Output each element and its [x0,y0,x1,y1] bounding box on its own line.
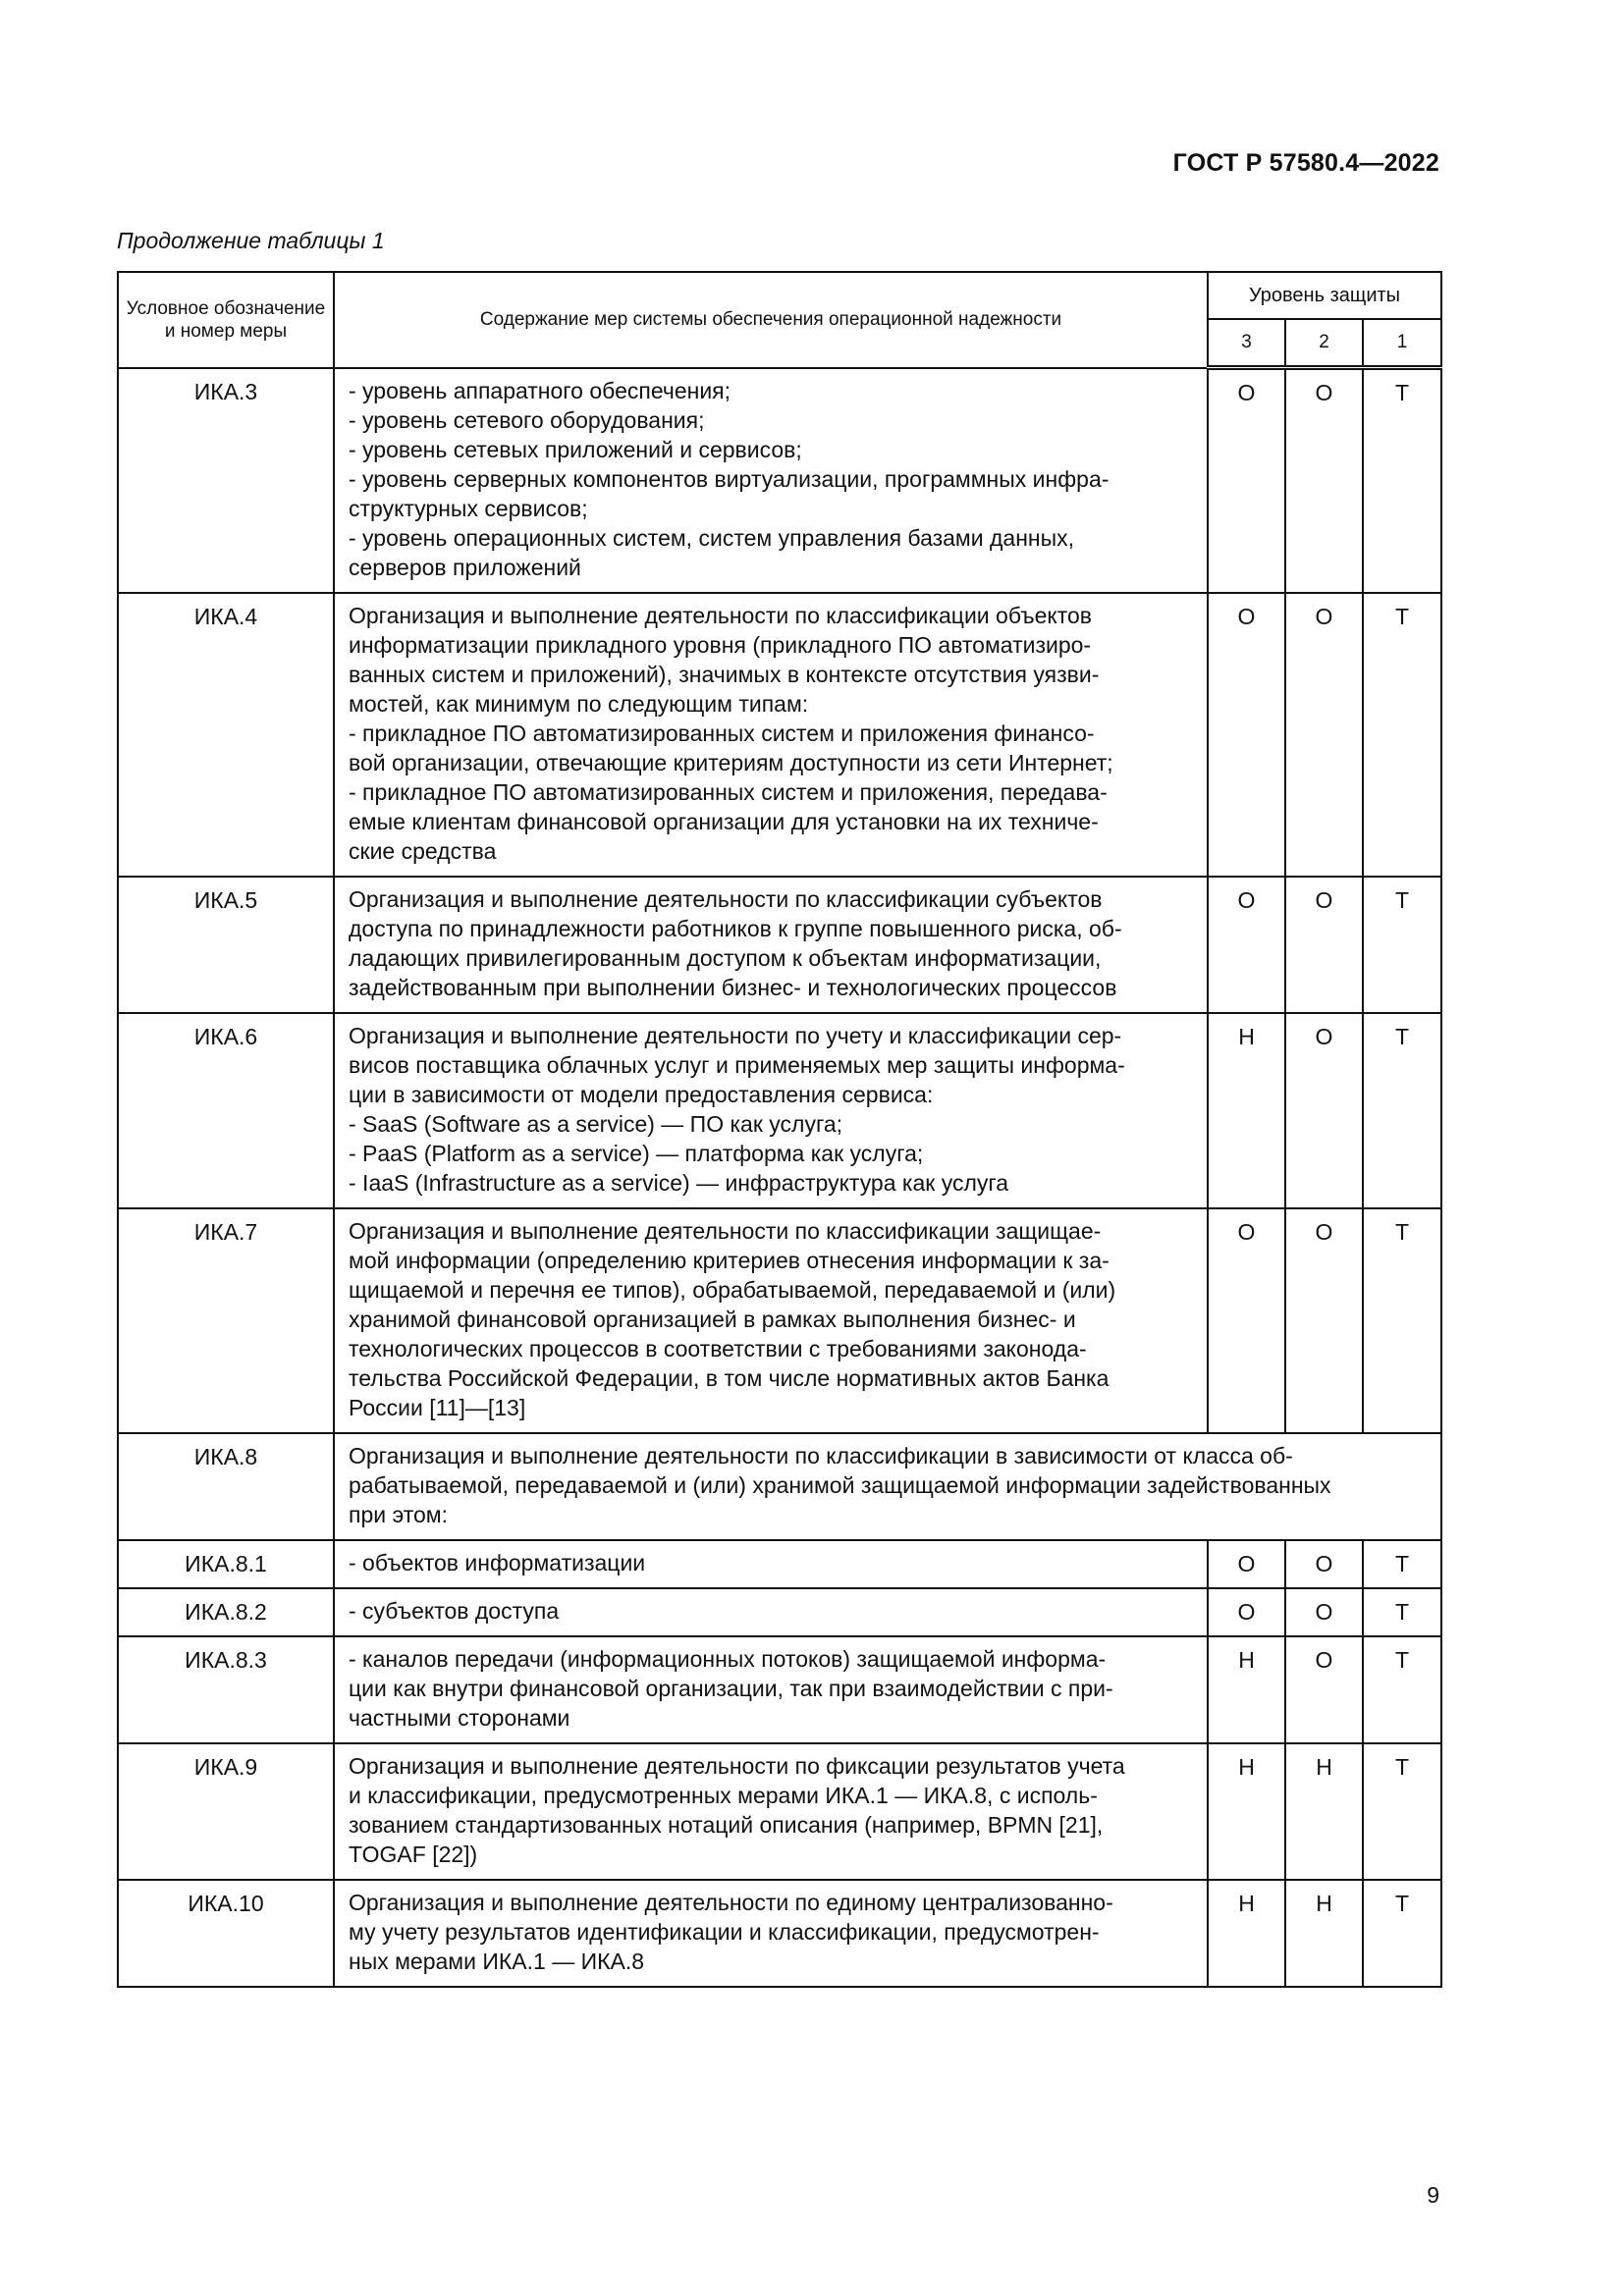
measure-code: ИКА.8.2 [118,1588,334,1636]
description-line: и классификации, предусмотренных мерами ИКА.1 — ИКА.8, с исполь- [349,1782,1098,1808]
level-2-value: Н [1285,1743,1363,1880]
description-line: ские средства [349,837,497,864]
measure-description [334,1636,1208,1743]
description-line: - уровень сетевого оборудования; [349,406,705,433]
description-line: - уровень сетевых приложений и сервисов; [349,436,802,462]
description-line: Организация и выполнение деятельности по фиксации результатов учета [349,1752,1125,1779]
level-2-value: О [1285,1588,1363,1636]
measure-description [334,368,1208,593]
description-line: структурных сервисов; [349,495,588,521]
measure-description [334,1743,1208,1880]
description-line: - уровень серверных компонентов виртуализации, программных инфра- [349,465,1110,492]
measure-code: ИКА.6 [118,1013,334,1208]
description-line: Организация и выполнение деятельности по классификации субъектов [349,885,1103,912]
table-row [118,593,1441,877]
level-1-value: Т [1363,1743,1441,1880]
table-row [118,1743,1441,1880]
description-line: при этом: [349,1501,448,1527]
description-line: - PaaS (Platform as a service) — платформа как услуга; [349,1140,924,1166]
description-line: технологических процессов в соответствии с требованиями законода- [349,1335,1087,1362]
description-line: - прикладное ПО автоматизированных систем и приложения финансо- [349,720,1095,746]
level-2-value: О [1285,1208,1363,1433]
description-line: хранимой финансовой организацией в рамках выполнения бизнес- и [349,1306,1076,1332]
level-1-value: Т [1363,1880,1441,1987]
description-line: Организация и выполнение деятельности по классификации в зависимости от класса об- [349,1442,1293,1468]
description-line: частными сторонами [349,1704,570,1731]
measure-description [334,1540,1208,1588]
level-2-value: О [1285,877,1363,1013]
table-row [118,1880,1441,1987]
level-1-value: Т [1363,1540,1441,1588]
header-row [118,272,1441,319]
description-line: - прикладное ПО автоматизированных систем и приложения, передава- [349,778,1108,805]
table-row [118,1588,1441,1636]
description-line: мой информации (определению критериев отнесения информации к за- [349,1247,1110,1273]
description-line: рабатываемой, передаваемой и (или) хранимой защищаемой информации задействованных [349,1471,1331,1498]
header-level-3: 3 [1208,319,1285,368]
description-line: - IaaS (Infrastructure as a service) — инфраструктура как услуга [349,1169,1009,1196]
measure-description [334,1588,1208,1636]
description-line: зованием стандартизованных нотаций описания (например, BPMN [21], [349,1811,1104,1838]
table-caption: Продолжение таблицы 1 [117,228,385,253]
table-row [118,877,1441,1013]
level-3-value: Н [1208,1013,1285,1208]
measure-code: ИКА.7 [118,1208,334,1433]
level-2-value: Н [1285,1880,1363,1987]
page-number: 9 [1427,2182,1439,2208]
description-line: ладающих привилегированным доступом к объектам информатизации, [349,944,1102,971]
description-line: - уровень операционных систем, систем управления базами данных, [349,524,1075,551]
document-code: ГОСТ Р 57580.4—2022 [1172,149,1439,177]
level-2-value: О [1285,1540,1363,1588]
measure-code: ИКА.4 [118,593,334,877]
level-3-value: О [1208,1540,1285,1588]
table-row [118,368,1441,593]
header-level-2: 2 [1285,319,1363,368]
description-line: ных мерами ИКА.1 — ИКА.8 [349,1948,645,1974]
level-2-value: О [1285,368,1363,593]
measure-code: ИКА.10 [118,1880,334,1987]
description-line: Организация и выполнение деятельности по классификации защищае- [349,1217,1102,1244]
measure-code: ИКА.8.3 [118,1636,334,1743]
measure-code: ИКА.3 [118,368,334,593]
description-line: вой организации, отвечающие критериям доступности из сети Интернет; [349,749,1113,775]
description-line: Организация и выполнение деятельности по классификации объектов [349,602,1093,628]
level-3-value: О [1208,1588,1285,1636]
level-3-value: О [1208,368,1285,593]
level-3-value: Н [1208,1880,1285,1987]
description-line: емые клиентам финансовой организации для установки на их техниче- [349,808,1099,834]
measure-code: ИКА.8.1 [118,1540,334,1588]
description-line: - уровень аппаратного обеспечения; [349,377,731,403]
measure-code: ИКА.9 [118,1743,334,1880]
header-code: Условное обозначение и номер меры [118,272,334,368]
level-1-value: Т [1363,368,1441,593]
description-line: висов поставщика облачных услуг и применяемых мер защиты информа- [349,1051,1125,1078]
description-line: Организация и выполнение деятельности по учету и классификации сер- [349,1022,1122,1048]
level-3-value: Н [1208,1743,1285,1880]
table-row [118,1208,1441,1433]
header-content: Содержание мер системы обеспечения операционной надежности [334,272,1208,368]
level-2-value: О [1285,1636,1363,1743]
description-line: щищаемой и перечня ее типов), обрабатываемой, передаваемой и (или) [349,1276,1116,1303]
header-protection-level: Уровень защиты [1208,272,1441,319]
level-3-value: О [1208,593,1285,877]
measures-table [117,271,1442,1988]
measure-description [334,1208,1208,1433]
table-body [118,368,1441,1987]
description-line: Организация и выполнение деятельности по единому централизованно- [349,1889,1113,1915]
level-1-value: Т [1363,1013,1441,1208]
description-line: доступа по принадлежности работников к группе повышенного риска, об- [349,915,1122,941]
description-line: - субъектов доступа [349,1597,560,1624]
table-row-span [118,1433,1441,1540]
level-3-value: О [1208,1208,1285,1433]
level-2-value: О [1285,1013,1363,1208]
description-line: России [11]—[13] [349,1394,526,1420]
level-1-value: Т [1363,1636,1441,1743]
description-line: тельства Российской Федерации, в том числе нормативных актов Банка [349,1364,1110,1391]
level-1-value: Т [1363,593,1441,877]
measure-description [334,593,1208,877]
level-1-value: Т [1363,1208,1441,1433]
description-line: мостей, как минимум по следующим типам: [349,690,809,717]
level-1-value: Т [1363,1588,1441,1636]
level-3-value: О [1208,877,1285,1013]
description-line: задействованным при выполнении бизнес- и технологических процессов [349,974,1117,1000]
header-level-1: 1 [1363,319,1441,368]
description-line: - SaaS (Software as a service) — ПО как услуга; [349,1110,843,1137]
description-line: информатизации прикладного уровня (прикладного ПО автоматизиро- [349,631,1092,658]
measure-description [334,877,1208,1013]
table-row [118,1540,1441,1588]
measure-description [334,1880,1208,1987]
description-line: ции как внутри финансовой организации, так при взаимодействии с при- [349,1675,1113,1701]
level-2-value: О [1285,593,1363,877]
level-1-value: Т [1363,877,1441,1013]
description-line: ции в зависимости от модели предоставления сервиса: [349,1081,934,1107]
description-line: серверов приложений [349,554,581,580]
measure-code: ИКА.8 [118,1433,334,1540]
measure-description [334,1013,1208,1208]
description-line: - каналов передачи (информационных потоков) защищаемой информа- [349,1645,1107,1672]
description-line: - объектов информатизации [349,1549,646,1575]
description-line: му учету результатов идентификации и классификации, предусмотрен- [349,1918,1100,1945]
measure-code: ИКА.5 [118,877,334,1013]
table-row [118,1636,1441,1743]
description-line: ванных систем и приложений), значимых в контексте отсутствия уязви- [349,661,1100,687]
table-row [118,1013,1441,1208]
measure-description [334,1433,1441,1540]
level-3-value: Н [1208,1636,1285,1743]
description-line: TOGAF [22]) [349,1841,478,1867]
